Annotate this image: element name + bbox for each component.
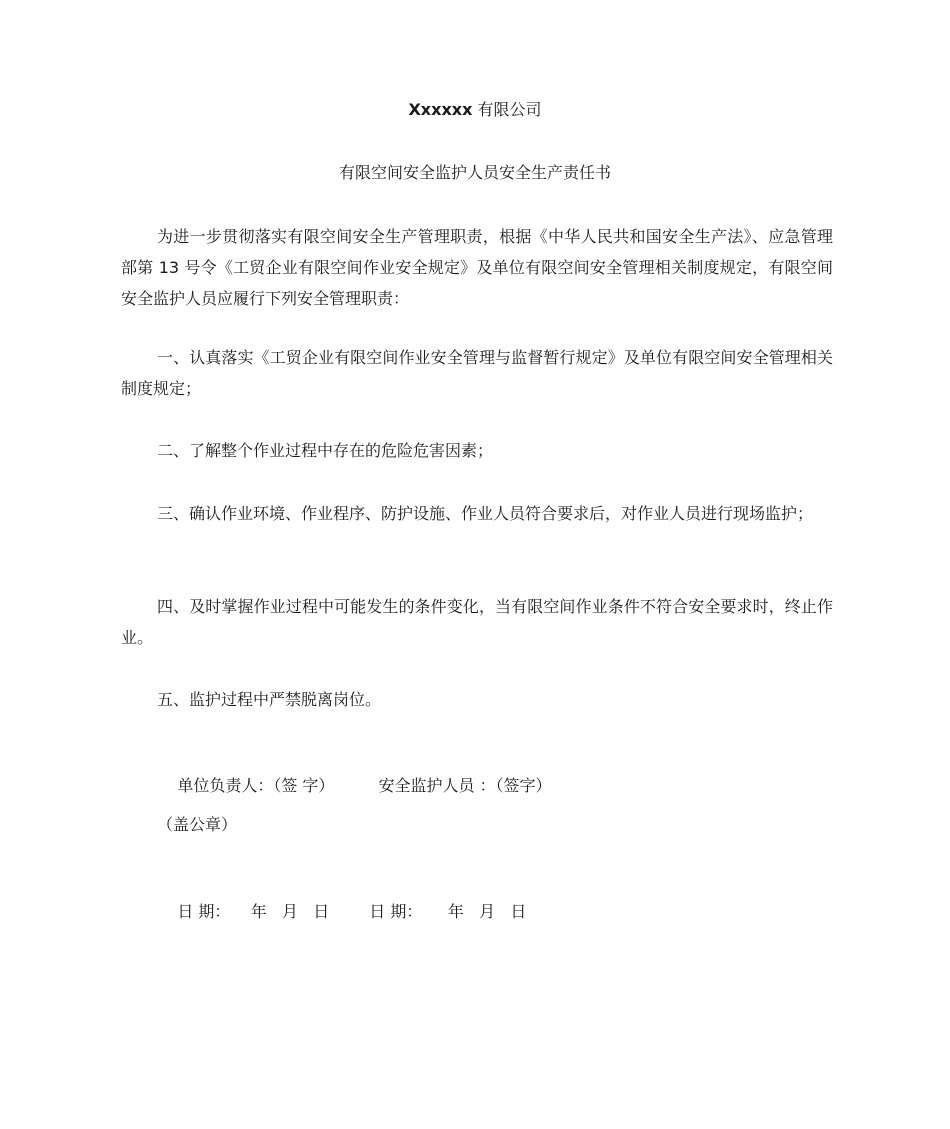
signature-line bbox=[157, 750, 552, 822]
company-suffix: 有限公司 bbox=[477, 100, 542, 119]
company-name bbox=[0, 98, 950, 122]
duty-item-4: 四、及时掌握作业过程中可能发生的条件变化，当有限空间作业条件不符合安全要求时，终止作业。 bbox=[121, 597, 833, 647]
duty-item-3: 三、确认作业环境、作业程序、防护设施、作业人员符合要求后，对作业人员进行现场监护； bbox=[157, 504, 814, 523]
monitor-signature: 安全监护人员 ：（签字） bbox=[378, 776, 552, 795]
seal-line: （盖公章） bbox=[157, 815, 238, 834]
intro-paragraph: 为进一步贯彻落实有限空间安全生产管理职责，根据《中华人民共和国安全生产法》、应急管理部第 13 号令《工贸企业有限空间作业安全规定》及单位有限空间安全管理相关制度规定，有限空间安全监护人员应履行下列安全管理职责： bbox=[121, 227, 833, 308]
document-title: 有限空间安全监护人员安全生产责任书 bbox=[338, 163, 611, 182]
date-right: 日 期： 年 月 日 bbox=[369, 902, 527, 921]
date-line bbox=[157, 876, 526, 948]
date-left: 日 期： 年 月 日 bbox=[177, 902, 330, 921]
duty-item-5: 五、监护过程中严禁脱离岗位。 bbox=[157, 690, 382, 709]
company-brand: Xxxxxx bbox=[408, 100, 473, 119]
duty-item-1: 一、认真落实《工贸企业有限空间作业安全管理与监督暂行规定》及单位有限空间安全管理相关制度规定； bbox=[121, 348, 833, 398]
unit-leader-signature: 单位负责人：（签 字） bbox=[177, 776, 335, 795]
duty-item-2: 二、了解整个作业过程中存在的危险危害因素； bbox=[157, 441, 494, 460]
